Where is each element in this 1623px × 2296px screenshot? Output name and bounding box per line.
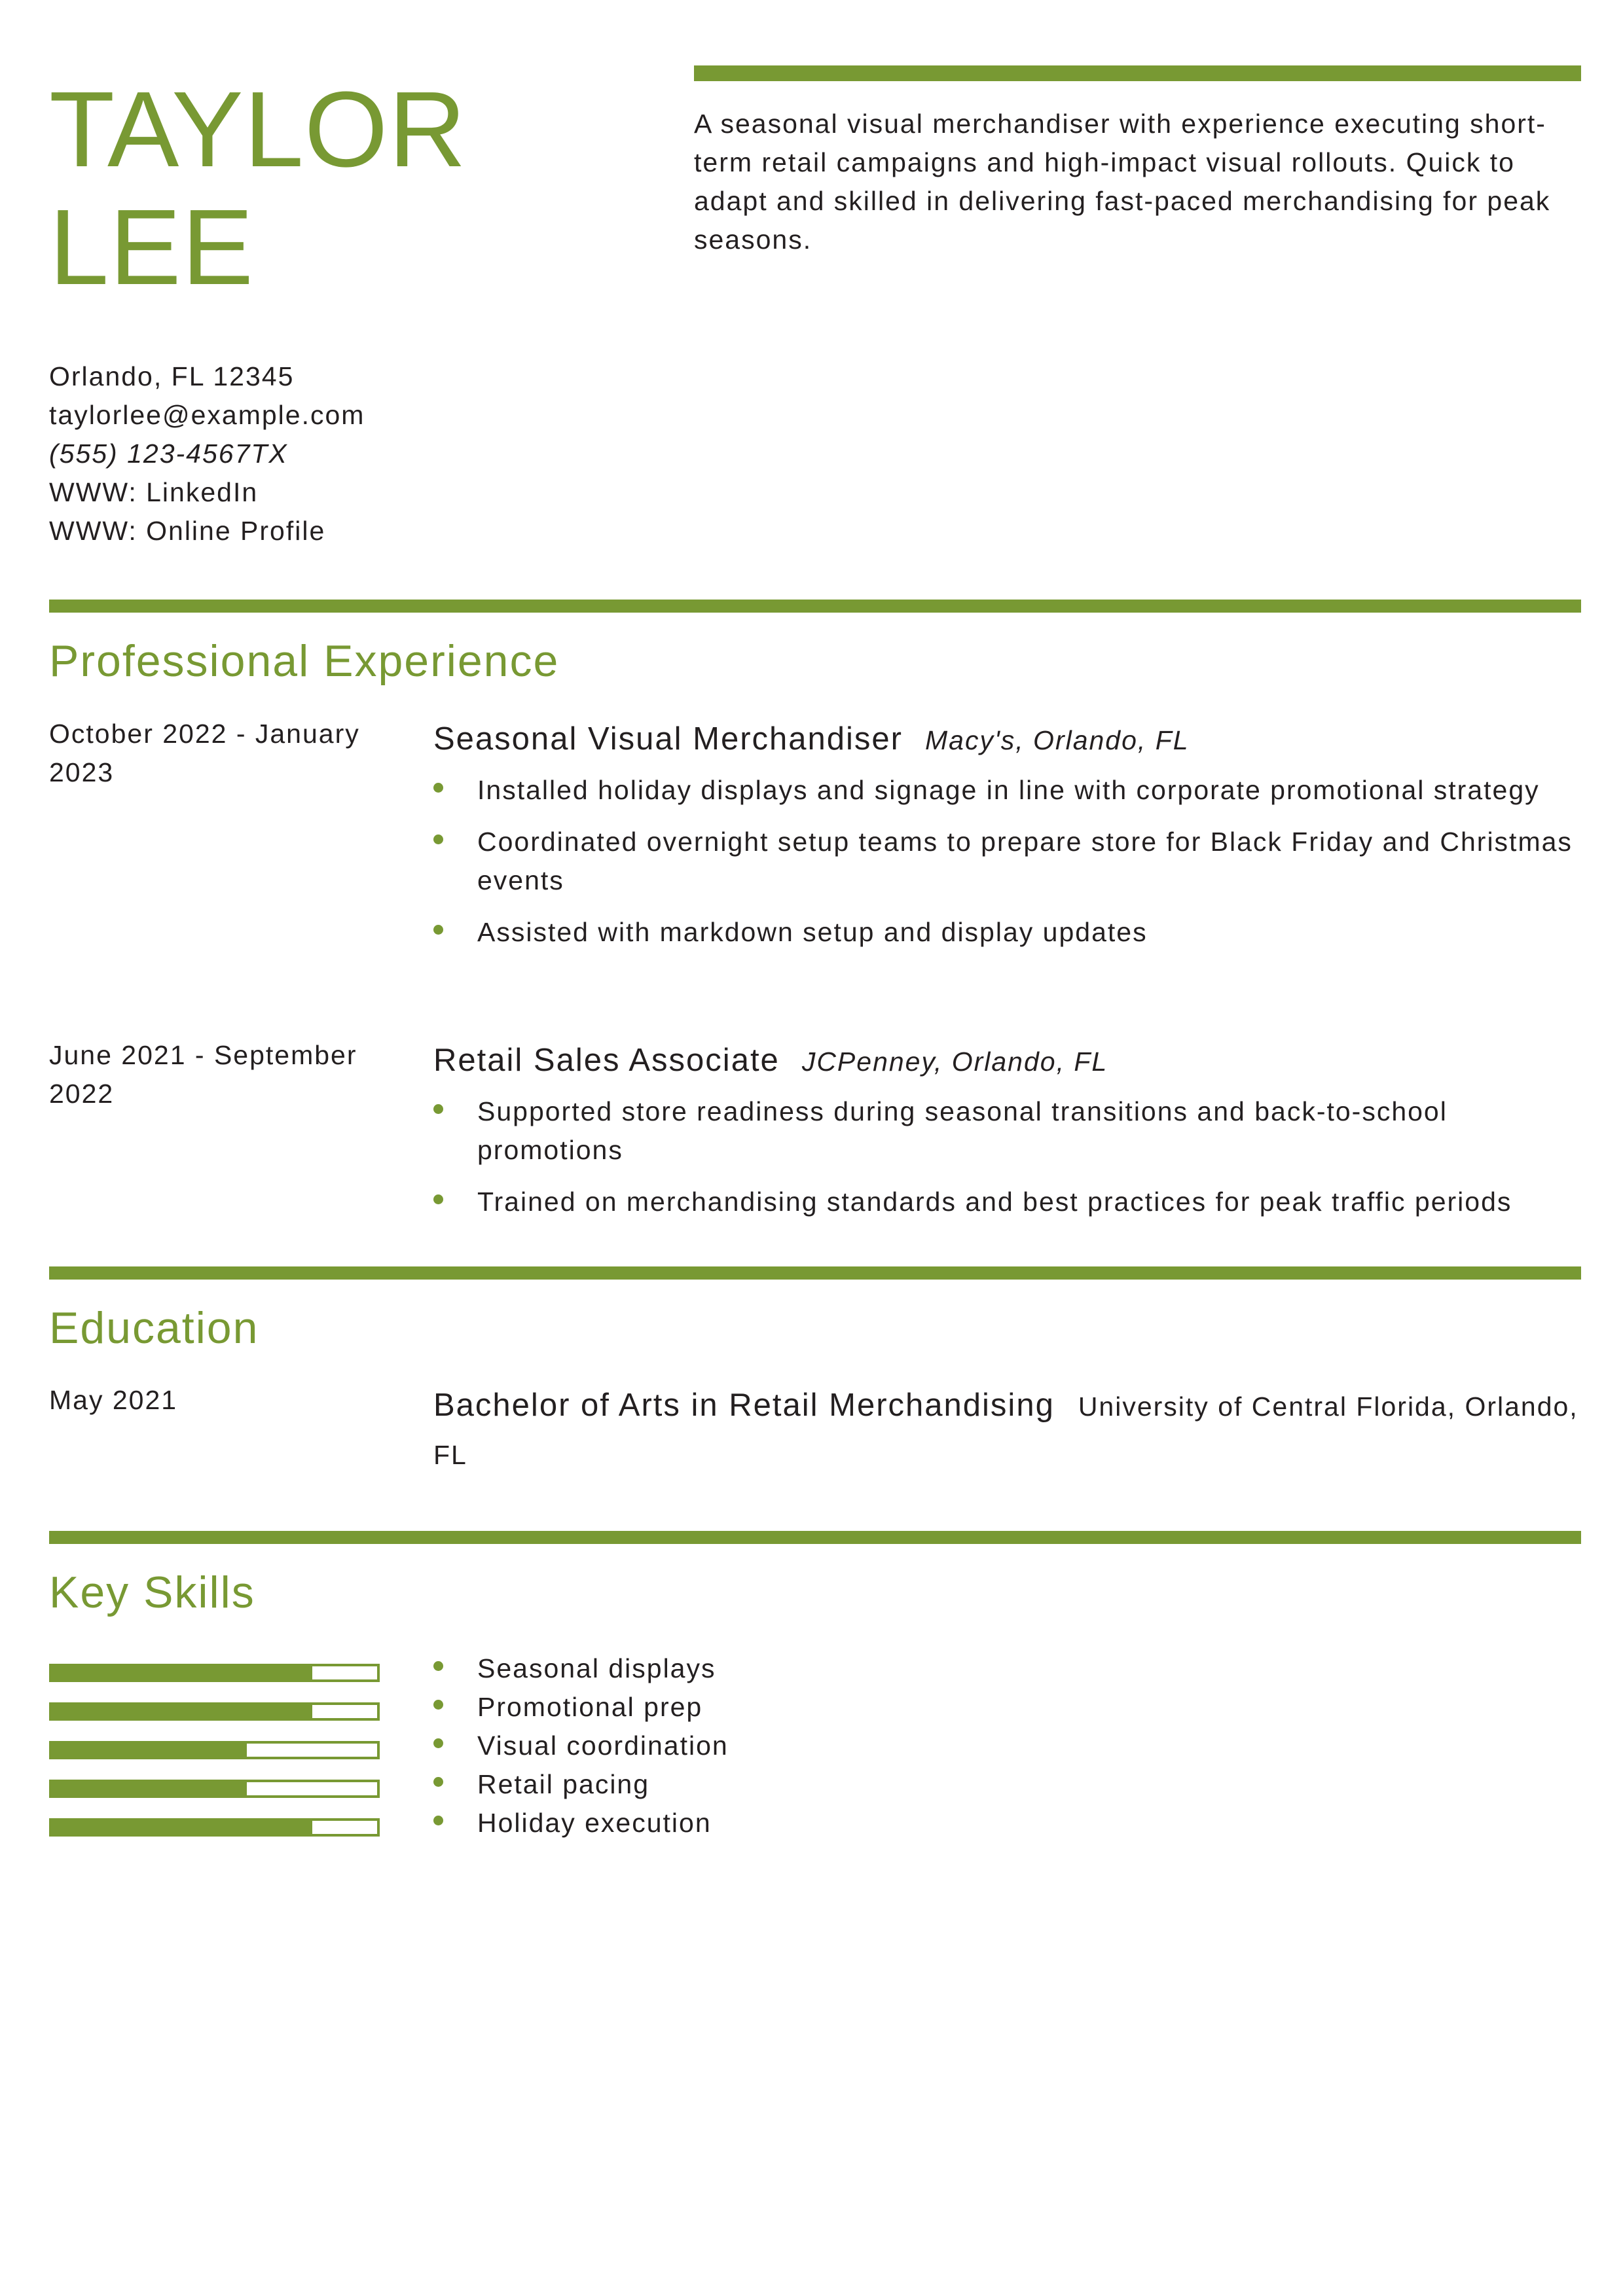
experience-rule: [49, 600, 1581, 613]
skill-level-fill: [52, 1782, 247, 1795]
job-bullet: Installed holiday displays and signage in line with corporate promotional strategy: [433, 771, 1581, 810]
job-bullets: [433, 1092, 1581, 1221]
contact-info: [49, 357, 365, 550]
skill-level-bar: [49, 1780, 380, 1798]
skill-level-bar: [49, 1741, 380, 1759]
education-details: [433, 1381, 1581, 1479]
contact-linkedin[interactable]: WWW: LinkedIn: [49, 477, 259, 507]
skill-level-fill: [52, 1666, 312, 1679]
job-bullet: Assisted with markdown setup and display updates: [433, 913, 1581, 952]
skill-level-bar: [49, 1664, 380, 1682]
job-entry: [433, 717, 1581, 965]
skill-level-fill: [52, 1744, 247, 1757]
job-bullet: Trained on merchandising standards and best practices for peak traffic periods: [433, 1183, 1581, 1221]
job-bullets: [433, 771, 1581, 952]
skill-level-bar: [49, 1702, 380, 1721]
contact-phone: (555) 123-4567TX: [49, 439, 288, 469]
skill-level-bars: [49, 1664, 380, 1857]
job-header: [433, 1039, 1581, 1083]
job-bullet: Coordinated overnight setup teams to prepare store for Black Friday and Christmas events: [433, 823, 1581, 900]
professional-summary: A seasonal visual merchandiser with experience executing short-term retail campaigns and high-impact visual rollouts. Quick to adapt and skilled in delivering fast-paced merchandising for peak seasons.: [694, 109, 1551, 255]
education-rule: [49, 1266, 1581, 1280]
summary-rule: [694, 65, 1581, 81]
education-date: May 2021: [49, 1385, 178, 1415]
job-bullet: Supported store readiness during seasonal transitions and back-to-school promotions: [433, 1092, 1581, 1170]
skill-item: Holiday execution: [433, 1804, 729, 1842]
first-name: TAYLOR: [49, 69, 467, 189]
skill-level-fill: [52, 1821, 312, 1834]
skill-item: Visual coordination: [433, 1727, 729, 1765]
skill-item: Retail pacing: [433, 1765, 729, 1804]
contact-email[interactable]: taylorlee@example.com: [49, 400, 365, 430]
skill-level-fill: [52, 1705, 312, 1718]
experience-heading: Professional Experience: [49, 636, 560, 686]
last-name: LEE: [49, 187, 254, 307]
candidate-name: [49, 71, 638, 306]
job-title: Retail Sales Associate: [433, 1043, 780, 1078]
job-employer: Macy's, Orlando, FL: [924, 725, 1190, 755]
job-entry: [433, 1039, 1581, 1234]
job-dates: October 2022 - January 2023: [49, 719, 360, 787]
degree-title: Bachelor of Arts in Retail Merchandising: [433, 1388, 1055, 1423]
job-employer: JCPenney, Orlando, FL: [801, 1047, 1108, 1077]
skills-list: [433, 1649, 729, 1842]
job-title: Seasonal Visual Merchandiser: [433, 721, 903, 757]
school-name: University of Central Florida, Orlando, FL: [433, 1391, 1578, 1470]
skill-item: Promotional prep: [433, 1688, 729, 1727]
skills-heading: Key Skills: [49, 1568, 255, 1617]
contact-address: Orlando, FL 12345: [49, 361, 295, 391]
skills-rule: [49, 1531, 1581, 1544]
education-heading: Education: [49, 1303, 259, 1353]
job-header: [433, 717, 1581, 762]
skill-item: Seasonal displays: [433, 1649, 729, 1688]
job-dates: June 2021 - September 2022: [49, 1040, 357, 1109]
skill-level-bar: [49, 1818, 380, 1837]
education-entry: [433, 1381, 1581, 1479]
contact-online-profile[interactable]: WWW: Online Profile: [49, 516, 326, 546]
